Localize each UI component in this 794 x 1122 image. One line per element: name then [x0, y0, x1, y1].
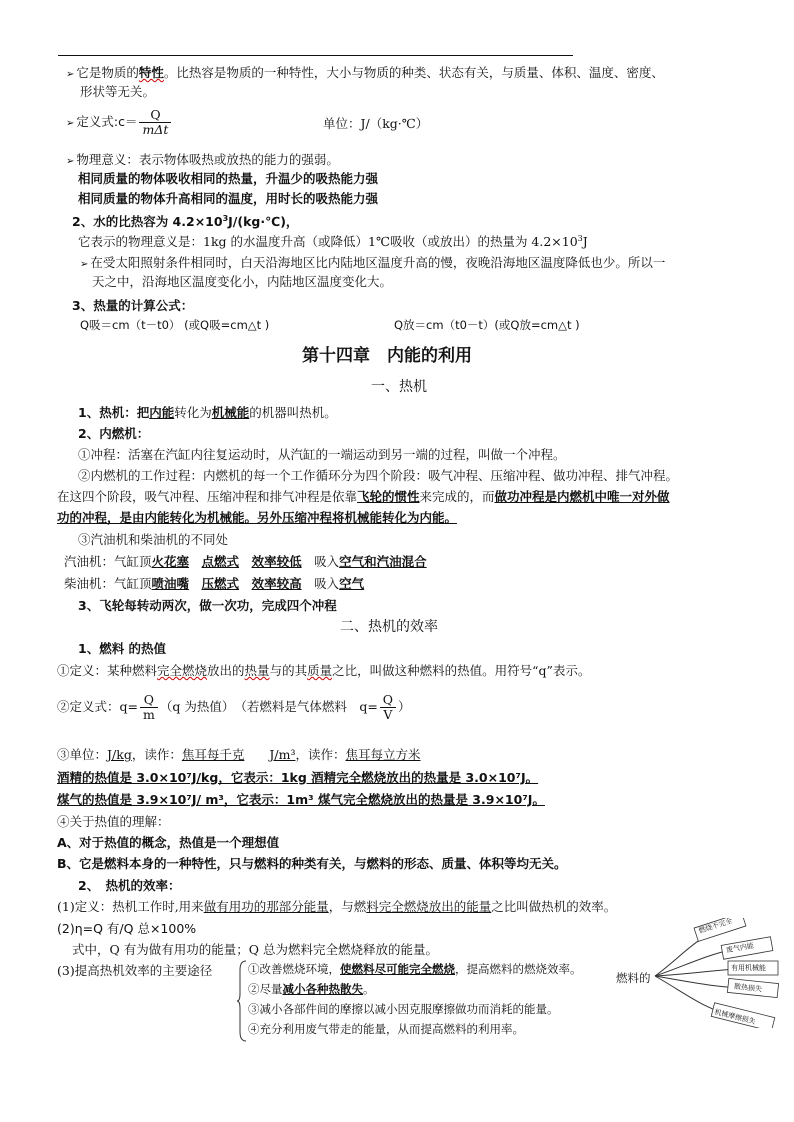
efficiency-def: (1)定义：热机工作时,用来做有用功的那部分能量，与燃料完全燃烧放出的能量之比叫做热机的效率。	[57, 899, 617, 914]
triangle-bullet-icon: ➢	[80, 259, 89, 270]
heat-value-formula: ②定义式：q= $\frac{Q}{m}$ （q 为热值） （若燃料是气体燃料 q= $\frac{Q}{V}$ ）	[57, 692, 411, 722]
fraction-q-over-m: $\frac{Q}{m}$	[140, 693, 158, 722]
heat-engine-def: 1、热机：把内能转化为机械能的机器叫热机。	[78, 405, 337, 420]
efficiency-formula: (2)η=Q 有/Q 总×100%	[57, 921, 197, 936]
way-2: ②尽量减小各种热散失。	[248, 982, 375, 996]
gas-heat-value: 煤气的热值是 3.9×10⁷J/ m³，它表示：1m³ 煤气完全燃烧放出的热量是 3.9×10⁷J。	[57, 792, 545, 807]
specific-heat-property-line: ➢ 它是物质的特性。比热容是物质的一种特性，大小与物质的种类、状态有关，与质量、体积、温度、密度、	[66, 65, 664, 80]
heat-released-formula: Q放＝cm（t0－t）(或Q放=cm△t )	[394, 318, 580, 332]
chapter-title: 第十四章 内能的利用	[302, 346, 472, 366]
diagram-label-incomplete: 燃烧不完全	[697, 916, 734, 936]
bold-rule-2: 相同质量的物体升高相同的温度，用时长的吸热能力强	[78, 191, 379, 206]
fuel-energy-diagram	[600, 918, 780, 1028]
understanding-title: ④关于热值的理解：	[57, 814, 170, 829]
definition-unit: 单位：J/（kg·℃）	[323, 116, 429, 131]
fuel-heat-value-title: 1、燃料 的热值	[78, 641, 167, 656]
water-heat-title: 2、水的比热容为 $4.2\times 10^3J/(kg\cdot℃)$，	[72, 213, 299, 229]
triangle-bullet-icon: ➢	[66, 69, 75, 80]
improve-efficiency-title: (3)提高热机效率的主要途径	[57, 963, 213, 978]
definition-formula: ➢ 定义式:c＝ $\frac{Q}{\text{mΔt}}$	[66, 108, 173, 137]
diesel-engine-row: 柴油机：气缸顶喷油嘴 压燃式 效率较高 吸入空气	[64, 576, 365, 591]
working-process: ②内燃机的工作过程：内燃机的每一个工作循环分为四个阶段：吸气冲程、压缩冲程、做功冲程、排气冲程。	[78, 468, 679, 483]
fraction-q-over-v: $\frac{Q}{V}$	[380, 693, 396, 722]
way-4: ④充分利用废气带走的能量，从而提高燃料的利用率。	[248, 1022, 524, 1036]
way-3: ③减小各部件间的摩擦以减小因克服摩擦做功而消耗的能量。	[248, 1002, 559, 1016]
alcohol-heat-value: 酒精的热值是 3.0×10⁷J/kg，它表示：1kg 酒精完全燃烧放出的热量是 3.0×10⁷J。	[57, 770, 539, 785]
ice-title: 2、内燃机：	[78, 426, 150, 441]
top-rule	[58, 55, 573, 56]
understanding-a: A、对于热值的概念，热值是一个理想值	[57, 835, 280, 850]
triangle-bullet-icon: ➢	[66, 118, 75, 129]
triangle-bullet-icon: ➢	[66, 156, 75, 167]
coastal-application-2: 天之中，沿海地区温度变化小，内陆地区温度变化大。	[92, 274, 393, 289]
heat-calc-title: 3、热量的计算公式：	[72, 298, 194, 313]
engine-diff-title: ③汽油机和柴油机的不同处	[78, 532, 229, 547]
water-heat-meaning: 它表示的物理意义是：1kg 的水温度升高（或降低）1℃吸收（或放出）的热量为 $4.2\times 10^3J$	[78, 233, 588, 249]
specific-heat-property-line-2: 形状等无关。	[80, 84, 156, 99]
left-brace-icon	[237, 960, 247, 1042]
section-heat-engine: 一、热机	[371, 379, 427, 395]
physical-meaning: ➢ 物理意义：表示物体吸热或放热的能力的强弱。	[66, 152, 339, 167]
efficiency-formula-note: 式中，Q 有为做有用功的能量；Q 总为燃料完全燃烧释放的能量。	[72, 942, 438, 957]
bold-rule-1: 相同质量的物体吸收相同的热量，升温少的吸热能力强	[78, 171, 379, 186]
working-process-3: 功的冲程，是由内能转化为机械能。另外压缩冲程将机械能转化为内能。	[57, 510, 458, 525]
section-efficiency: 二、热机的效率	[340, 619, 438, 635]
heat-value-unit: ③单位：J/kg，读作：焦耳每千克 J/m³，读作：焦耳每立方米	[57, 747, 421, 762]
way-1: ①改善燃烧环境，使燃料尽可能完全燃烧，提高燃料的燃烧效率。	[248, 962, 582, 976]
diagram-label-heat-loss: 散热损失	[733, 982, 763, 994]
coastal-application-1: ➢ 在受太阳照射条件相同时，白天沿海地区比内陆地区温度升高的慢，夜晚沿海地区温度降低也少。所以一	[80, 255, 666, 270]
heat-absorbed-formula: Q吸＝cm（t－t0） (或Q吸=cm△t )	[80, 318, 270, 332]
fraction-q-over-mdt: $\frac{Q}{\text{mΔt}}$	[139, 108, 171, 137]
flywheel-rule: 3、飞轮每转动两次，做一次功，完成四个冲程	[78, 598, 337, 613]
heat-value-def: ①定义：某种燃料完全燃烧放出的热量与的其质量之比，叫做这种燃料的热值。用符号“q”表示。	[57, 663, 591, 678]
diagram-label-exhaust: 废气内能	[725, 941, 755, 955]
diagram-label-friction: 机械摩擦损失	[713, 1008, 757, 1026]
efficiency-title: 2、 热机的效率：	[78, 878, 181, 893]
stroke-def: ①冲程：活塞在汽缸内往复运动时，从汽缸的一端运动到另一端的过程，叫做一个冲程。	[78, 447, 566, 462]
working-process-2: 在这四个阶段，吸气冲程、压缩冲程和排气冲程是依靠飞轮的惯性来完成的，而做功冲程是内燃机中唯一对外做	[57, 489, 670, 504]
diagram-label-useful: 有用机械能	[731, 964, 766, 972]
understanding-b: B、它是燃料本身的一种特性，只与燃料的种类有关，与燃料的形态、质量、体积等均无关。	[57, 856, 567, 871]
gasoline-engine-row: 汽油机：气缸顶火花塞 点燃式 效率较低 吸入空气和汽油混合	[64, 554, 427, 569]
diagram-center-label: 燃料的	[616, 971, 651, 985]
